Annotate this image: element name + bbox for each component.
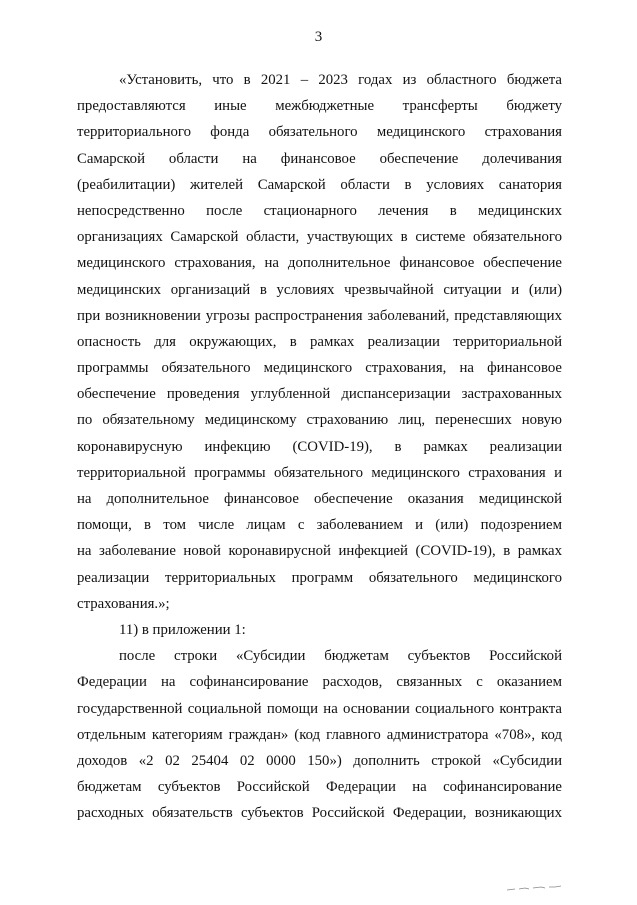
- text-line: отдельным категориям граждан» (код главного администратора «708», код: [77, 726, 562, 743]
- text-line: страхования.»;: [77, 595, 170, 612]
- text-line: территориального фонда обязательного медицинского страхования: [77, 124, 562, 141]
- text-line: реализации территориальных программ обязательного медицинского: [77, 569, 562, 586]
- text-line: при возникновении угрозы распространения заболеваний, представляющих: [77, 307, 562, 324]
- text-line: бюджетам субъектов Российской Федерации на софинансирование: [77, 779, 562, 796]
- scan-artifact: [505, 884, 565, 892]
- document-body: [77, 67, 562, 826]
- text-line: медицинского страхования, на дополнительное финансовое обеспечение: [77, 255, 562, 272]
- text-line: после строки «Субсидии бюджетам субъектов Российской: [119, 648, 562, 665]
- page-number: 3: [314, 29, 323, 45]
- text-line: доходов «2 02 25404 02 0000 150») дополнить строкой «Субсидии: [77, 752, 562, 769]
- text-line: территориальной программы обязательного медицинского страхования и: [77, 464, 562, 481]
- text-line: государственной социальной помощи на основании социального контракта: [77, 700, 562, 717]
- text-line: Самарской области на финансовое обеспечение долечивания: [77, 150, 562, 167]
- text-line: «Установить, что в 2021 – 2023 годах из областного бюджета: [119, 72, 562, 88]
- text-line: по обязательному медицинскому страхованию лиц, перенесших новую: [77, 412, 562, 429]
- text-line: опасность для окружающих, в рамках реализации территориальной: [77, 333, 562, 350]
- text-line: на дополнительное финансовое обеспечение оказания медицинской: [77, 491, 562, 507]
- text-line: предоставляются иные межбюджетные трансферты бюджету: [77, 98, 562, 115]
- text-line: обеспечение проведения углубленной диспансеризации застрахованных: [77, 386, 562, 403]
- text-line: помощи, в том числе лицам с заболеванием и (или) подозрением: [77, 517, 562, 534]
- text-line: (реабилитации) жителей Самарской области в условиях санатория: [77, 176, 562, 193]
- text-line: на заболевание новой коронавирусной инфекцией (COVID-19), в рамках: [77, 543, 562, 560]
- text-line: коронавирусную инфекцию (COVID-19), в рамках реализации: [77, 438, 562, 455]
- text-line: непосредственно после стационарного лечения в медицинских: [77, 202, 562, 219]
- text-line: программы обязательного медицинского страхования, на финансовое: [77, 360, 562, 377]
- text-line: 11) в приложении 1:: [119, 621, 246, 638]
- text-line: Федерации на софинансирование расходов, связанных с оказанием: [77, 674, 562, 691]
- text-line: расходных обязательств субъектов Российской Федерации, возникающих: [77, 805, 562, 822]
- text-line: медицинских организаций в условиях чрезвычайной ситуации и (или): [77, 281, 562, 298]
- text-line: организациях Самарской области, участвующих в системе обязательного: [77, 229, 562, 246]
